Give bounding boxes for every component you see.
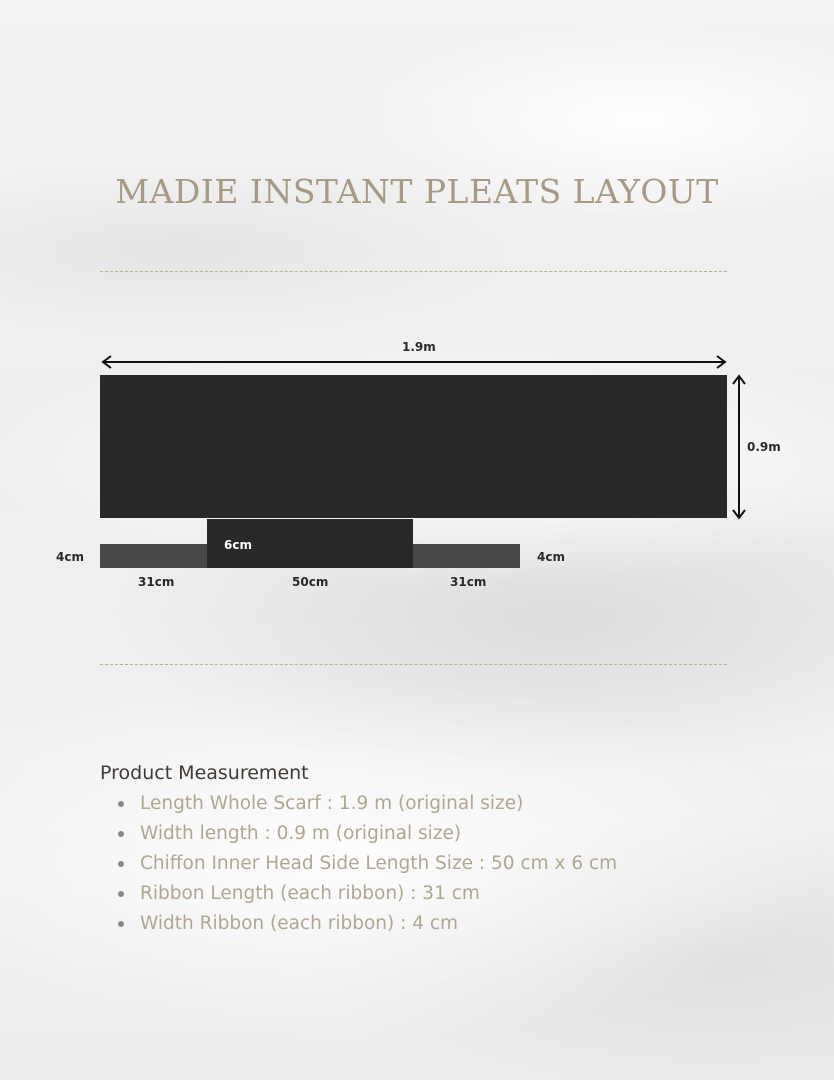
page-title: MADIE INSTANT PLEATS LAYOUT: [115, 172, 719, 211]
ribbon-left: [100, 544, 207, 568]
measurement-list: [118, 792, 617, 942]
inner-height-label: 6cm: [224, 538, 252, 552]
ribbon-width-left-label: 4cm: [56, 550, 84, 564]
ribbon-left-length-label: 31cm: [138, 575, 175, 589]
bullet-icon: [118, 831, 124, 837]
inner-length-label: 50cm: [292, 575, 329, 589]
bullet-icon: [118, 861, 124, 867]
scarf-length-label: 1.9m: [402, 340, 436, 354]
bullet-icon: [118, 801, 124, 807]
list-item-text: Width length : 0.9 m (original size): [140, 823, 462, 844]
top-divider: [100, 271, 727, 272]
list-item-text: Chiffon Inner Head Side Length Size : 50 cm x 6 cm: [140, 853, 618, 874]
list-item: [118, 822, 617, 852]
measurement-heading: Product Measurement: [100, 762, 309, 784]
ribbon-width-right-label: 4cm: [537, 550, 565, 564]
bottom-divider: [100, 664, 727, 665]
ribbon-right: [413, 544, 520, 568]
list-item-text: Ribbon Length (each ribbon) : 31 cm: [140, 883, 480, 904]
bullet-icon: [118, 921, 124, 927]
list-item: [118, 882, 617, 912]
list-item: [118, 852, 617, 882]
list-item-text: Width Ribbon (each ribbon) : 4 cm: [140, 913, 459, 934]
ribbon-right-length-label: 31cm: [450, 575, 487, 589]
list-item: [118, 792, 617, 822]
scarf-width-label: 0.9m: [747, 440, 781, 454]
bullet-icon: [118, 891, 124, 897]
list-item-text: Length Whole Scarf : 1.9 m (original size): [140, 793, 524, 814]
width-arrow: [732, 374, 746, 520]
scarf-body: [100, 375, 727, 518]
length-arrow: [100, 355, 728, 369]
list-item: [118, 912, 617, 942]
